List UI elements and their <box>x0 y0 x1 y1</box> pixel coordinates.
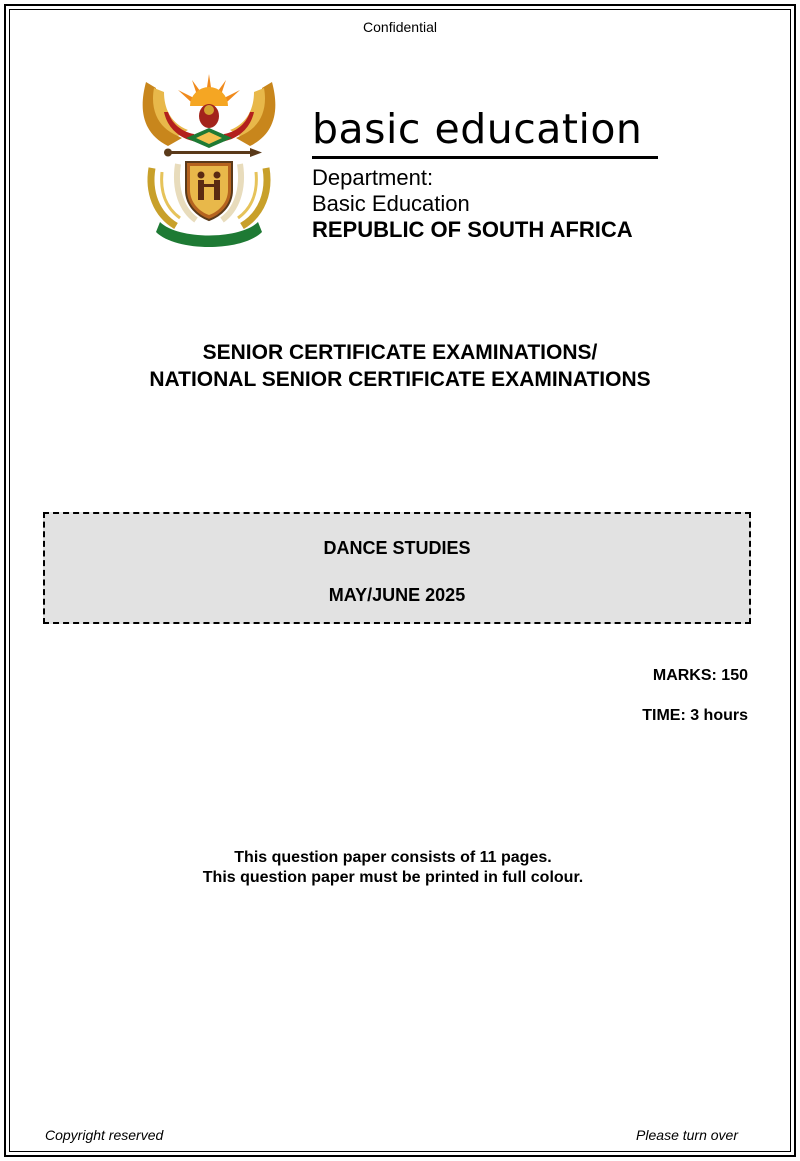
department-label: Department: <box>312 165 434 190</box>
marks-label: MARKS: 150 <box>652 667 748 684</box>
page-count-note: This question paper consists of 11 pages. <box>234 849 552 866</box>
brand-title: basic education <box>312 105 643 153</box>
exam-session: MAY/JUNE 2025 <box>328 585 466 605</box>
turn-over-footer: Please turn over <box>636 1127 738 1143</box>
exam-heading-line-2: NATIONAL SENIOR CERTIFICATE EXAMINATIONS <box>149 368 651 391</box>
print-colour-note: This question paper must be printed in full colour. <box>202 869 584 886</box>
subject-name: DANCE STUDIES <box>323 538 471 558</box>
country-name: REPUBLIC OF SOUTH AFRICA <box>312 217 633 242</box>
exam-heading <box>0 339 800 393</box>
brand-rule <box>312 156 658 159</box>
department-name: Basic Education <box>312 191 470 216</box>
confidential-label: Confidential <box>363 19 437 35</box>
copyright-footer: Copyright reserved <box>45 1127 164 1143</box>
exam-heading-line-1: SENIOR CERTIFICATE EXAMINATIONS/ <box>202 341 598 364</box>
brand-block <box>312 104 662 243</box>
subject-box <box>43 512 751 624</box>
time-label: TIME: 3 hours <box>642 707 748 724</box>
south-africa-coat-of-arms-icon <box>138 72 280 252</box>
page-notes <box>0 848 786 888</box>
